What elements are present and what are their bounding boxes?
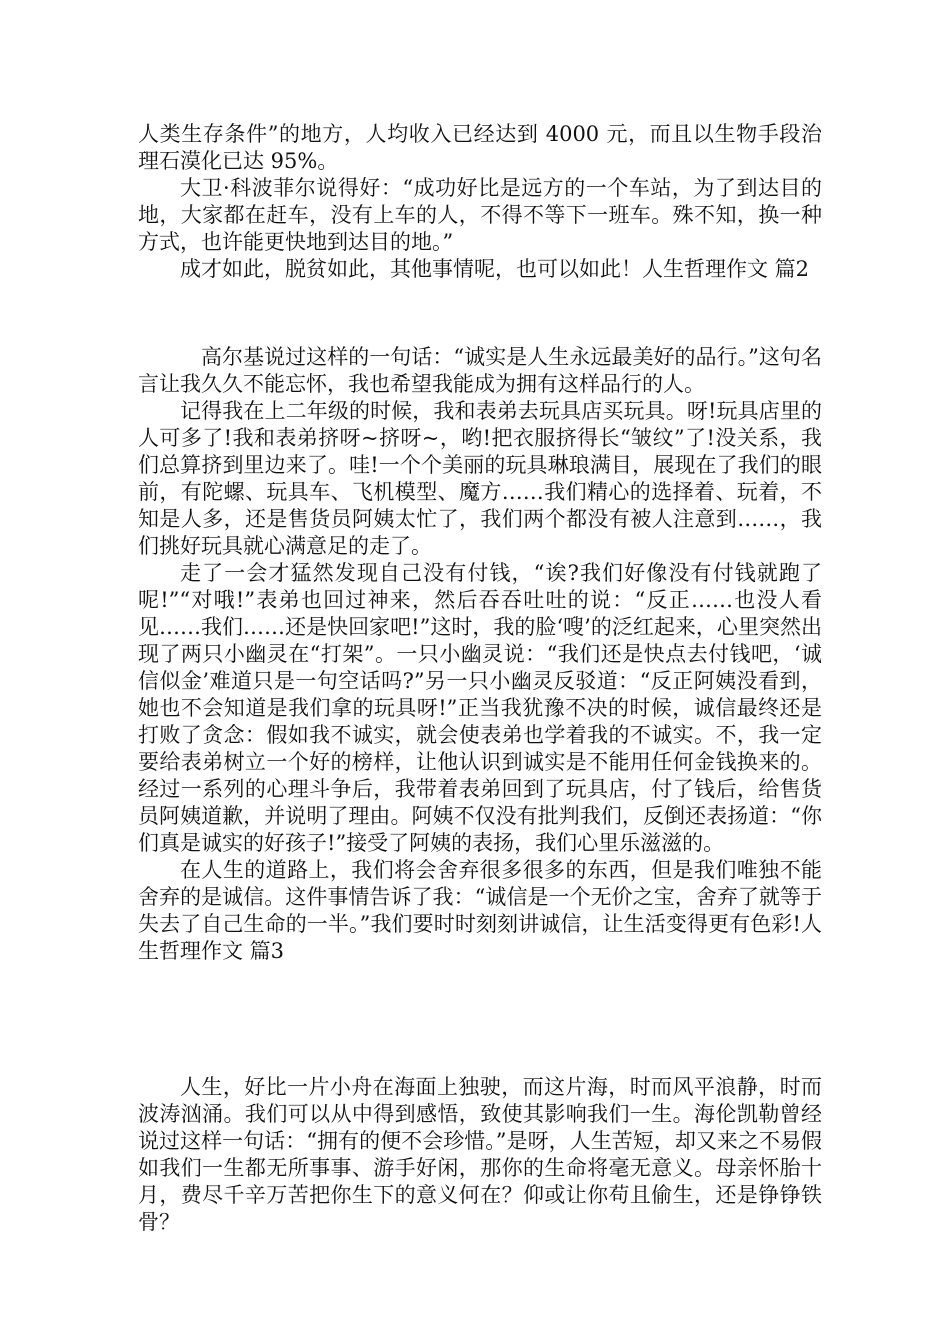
text-block-essay-3 [138,1074,822,1236]
paragraph-with-heading: 在人生的道路上，我们将会舍弃很多很多的东西，但是我们唯独不能舍弃的是诚信。这件事情告诉了我：“诚信是一个无价之宝，舍弃了就等于失去了自己生命的一半。”我们要时时刻刻讲诚信，让生活变得更有色彩!人生哲理作文 篇3 [138,858,822,963]
text-block-top [138,121,822,283]
paragraph: 高尔基说过这样的一句话：“诚实是人生永远最美好的品行。”这句名言让我久久不能忘怀，我也希望我能成为拥有这样品行的人。 [138,345,822,396]
paragraph: 人生，好比一片小舟在海面上独驶，而这片海，时而风平浪静，时而波涛汹涌。我们可以从中得到感悟，致使其影响我们一生。海伦凯勒曾经说过这样一句话：“拥有的便不会珍惜。”是呀，人生苦短，却又来之不易假如我们一生都无所事事、游手好闲，那你的生命将毫无意义。母亲怀胎十月，费尽千辛万苦把你生下的意义何在？仰或让你苟且偷生，还是铮铮铁骨？ [138,1075,822,1234]
paragraph: 记得我在上二年级的时候，我和表弟去玩具店买玩具。呀!玩具店里的人可多了!我和表弟挤呀~挤呀~，哟!把衣服挤得长“皱纹”了!没关系，我们总算挤到里边来了。哇!一个个美丽的玩具琳琅满目，展现在了我们的眼前，有陀螺、玩具车、飞机模型、魔方……我们精心的选择着、玩着，不知是人多，还是售货员阿姨太忙了，我们两个都没有被人注意到……，我们挑好玩具就心满意足的走了。 [138,399,822,558]
paragraph: 大卫·科波菲尔说得好：“成功好比是远方的一个车站，为了到达目的地，大家都在赶车，没有上车的人，不得不等下一班车。殊不知，换一种方式，也许能更快地到达目的地。” [138,176,822,254]
text-block-essay-2 [138,344,822,965]
paragraph-with-heading: 成才如此，脱贫如此，其他事情呢，也可以如此！人生哲理作文 篇2 [180,257,810,281]
paragraph: 人类生存条件”的地方，人均收入已经达到 4000 元，而且以生物手段治理石漠化已达 95%。 [138,122,822,173]
paragraph: 走了一会才猛然发现自己没有付钱，“诶?我们好像没有付钱就跑了呢!”“对哦!”表弟也回过神来，然后吞吞吐吐的说：“反正……也没人看见……我们……还是快回家吧!”这时，我的脸‘嗖’的泛红起来，心里突然出现了两只小幽灵在“打架”。一只小幽灵说：“我们还是快点去付钱吧，‘诚信似金’难道只是一句空话吗?”另一只小幽灵反驳道：“反正阿姨没看到，她也不会知道是我们拿的玩具呀!”正当我犹豫不决的时候，诚信最终还是打败了贪念：假如我不诚实，就会使表弟也学着我的不诚实。不，我一定要给表弟树立一个好的榜样，让他认识到诚实是不能用任何金钱换来的。经过一系列的心理斗争后，我带着表弟回到了玩具店，付了钱后，给售货员阿姨道歉，并说明了理由。阿姨不仅没有批判我们，反倒还表扬道：“你们真是诚实的好孩子!”接受了阿姨的表扬，我们心里乐滋滋的。 [138,561,822,855]
